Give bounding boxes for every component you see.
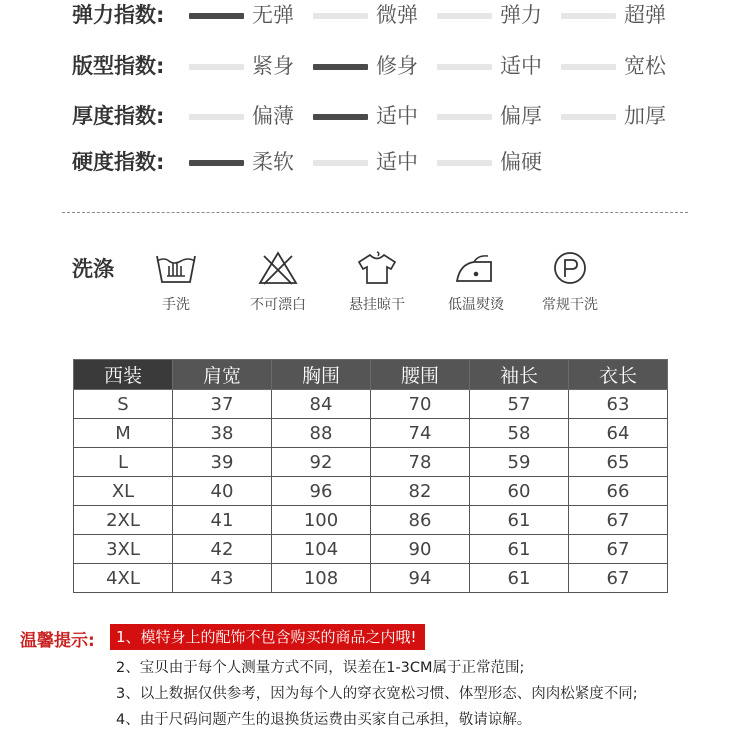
elasticity-index-row	[0, 0, 750, 40]
elasticity-index-label: 弹力指数:	[72, 3, 165, 27]
thickness-option-3: 偏厚	[500, 104, 542, 128]
thickness-index-row	[0, 101, 750, 141]
tips-title: 温馨提示:	[20, 631, 95, 651]
hardness-option-3: 偏硬	[500, 150, 542, 174]
table-cell: 86	[371, 506, 470, 535]
size-cell: S	[74, 390, 173, 419]
tip-item-highlight: 1、模特身上的配饰不包含购买的商品之内哦!	[110, 624, 425, 650]
section-divider	[62, 212, 688, 213]
table-cell: 43	[173, 564, 272, 593]
size-cell: L	[74, 448, 173, 477]
table-cell: 64	[569, 419, 668, 448]
fit-level-bar-1	[189, 64, 244, 70]
elasticity-option-3: 弹力	[500, 3, 542, 27]
table-row	[74, 564, 668, 593]
table-row	[74, 535, 668, 564]
table-cell: 74	[371, 419, 470, 448]
wash-label-hang-dry: 悬挂晾干	[349, 297, 405, 313]
fit-option-2: 修身	[376, 54, 418, 78]
table-cell: 57	[470, 390, 569, 419]
elasticity-option-1: 无弹	[252, 3, 294, 27]
tip-item: 3、以上数据仅供参考，因为每个人的穿衣宽松习惯、体型形态、肉肉松紧度不同;	[116, 686, 638, 702]
size-cell: XL	[74, 477, 173, 506]
table-cell: 90	[371, 535, 470, 564]
no-bleach-icon	[256, 250, 300, 286]
header-cell-length: 衣长	[569, 360, 668, 390]
wash-label-no-bleach: 不可漂白	[250, 297, 306, 313]
table-cell: 67	[569, 564, 668, 593]
wash-section-title: 洗涤	[72, 257, 114, 281]
table-cell: 92	[272, 448, 371, 477]
table-cell: 108	[272, 564, 371, 593]
fit-index-label: 版型指数:	[72, 54, 165, 78]
elasticity-level-bar-4	[561, 13, 616, 19]
table-cell: 38	[173, 419, 272, 448]
wash-item-low-iron	[426, 250, 526, 314]
elasticity-level-bar-1	[189, 13, 244, 19]
hardness-level-bar-3	[437, 160, 492, 166]
fit-option-3: 适中	[500, 54, 542, 78]
wash-item-hand-wash	[126, 250, 226, 314]
elasticity-level-bar-2	[313, 13, 368, 19]
table-cell: 65	[569, 448, 668, 477]
thickness-option-4: 加厚	[624, 104, 666, 128]
table-cell: 88	[272, 419, 371, 448]
hardness-level-bar-2	[313, 160, 368, 166]
header-cell-sleeve: 袖长	[470, 360, 569, 390]
wash-item-no-bleach	[228, 250, 328, 314]
header-cell-waist: 腰围	[371, 360, 470, 390]
size-cell: M	[74, 419, 173, 448]
table-cell: 66	[569, 477, 668, 506]
thickness-level-bar-2	[313, 114, 368, 120]
fit-level-bar-2	[313, 64, 368, 70]
fit-index-row	[0, 51, 750, 91]
table-cell: 84	[272, 390, 371, 419]
low-iron-icon	[454, 250, 498, 286]
table-cell: 70	[371, 390, 470, 419]
elasticity-level-bar-3	[437, 13, 492, 19]
table-cell: 61	[470, 564, 569, 593]
table-cell: 41	[173, 506, 272, 535]
table-cell: 58	[470, 419, 569, 448]
elasticity-option-2: 微弹	[376, 3, 418, 27]
table-cell: 67	[569, 506, 668, 535]
tip-item: 4、由于尺码问题产生的退换货运费由买家自己承担，敬请谅解。	[116, 712, 532, 728]
table-cell: 96	[272, 477, 371, 506]
thickness-level-bar-3	[437, 114, 492, 120]
wash-item-dry-clean	[520, 250, 620, 314]
table-cell: 63	[569, 390, 668, 419]
wash-label-low-iron: 低温熨烫	[448, 297, 504, 313]
table-cell: 60	[470, 477, 569, 506]
thickness-index-label: 厚度指数:	[72, 104, 165, 128]
table-cell: 94	[371, 564, 470, 593]
header-cell-suit: 西装	[74, 360, 173, 390]
size-cell: 3XL	[74, 535, 173, 564]
table-row	[74, 506, 668, 535]
size-table	[73, 359, 668, 593]
header-cell-chest: 胸围	[272, 360, 371, 390]
fit-option-4: 宽松	[624, 54, 666, 78]
wash-label-dry-clean: 常规干洗	[542, 297, 598, 313]
fit-option-1: 紧身	[252, 54, 294, 78]
table-row	[74, 477, 668, 506]
tip-item: 2、宝贝由于每个人测量方式不同，误差在1-3CM属于正常范围;	[116, 660, 525, 676]
size-cell: 2XL	[74, 506, 173, 535]
hardness-index-label: 硬度指数:	[72, 150, 165, 174]
elasticity-option-4: 超弹	[624, 3, 666, 27]
table-row	[74, 390, 668, 419]
wash-item-hang-dry	[327, 250, 427, 314]
table-cell: 42	[173, 535, 272, 564]
wash-label-hand-wash: 手洗	[162, 297, 190, 313]
table-cell: 37	[173, 390, 272, 419]
table-row	[74, 419, 668, 448]
hand-wash-icon	[154, 250, 198, 286]
dry-clean-p-icon	[548, 250, 592, 286]
table-cell: 61	[470, 535, 569, 564]
hardness-option-1: 柔软	[252, 150, 294, 174]
hardness-level-bar-1	[189, 160, 244, 166]
table-cell: 82	[371, 477, 470, 506]
thickness-option-2: 适中	[376, 104, 418, 128]
table-cell: 61	[470, 506, 569, 535]
hardness-option-2: 适中	[376, 150, 418, 174]
table-cell: 40	[173, 477, 272, 506]
table-cell: 39	[173, 448, 272, 477]
header-cell-shoulder: 肩宽	[173, 360, 272, 390]
thickness-option-1: 偏薄	[252, 104, 294, 128]
thickness-level-bar-1	[189, 114, 244, 120]
fit-level-bar-4	[561, 64, 616, 70]
table-cell: 67	[569, 535, 668, 564]
hang-dry-icon	[355, 250, 399, 286]
table-cell: 78	[371, 448, 470, 477]
size-cell: 4XL	[74, 564, 173, 593]
hardness-index-row	[0, 147, 750, 187]
table-cell: 59	[470, 448, 569, 477]
size-table-header-row	[74, 360, 668, 390]
table-row	[74, 448, 668, 477]
fit-level-bar-3	[437, 64, 492, 70]
thickness-level-bar-4	[561, 114, 616, 120]
table-cell: 100	[272, 506, 371, 535]
table-cell: 104	[272, 535, 371, 564]
